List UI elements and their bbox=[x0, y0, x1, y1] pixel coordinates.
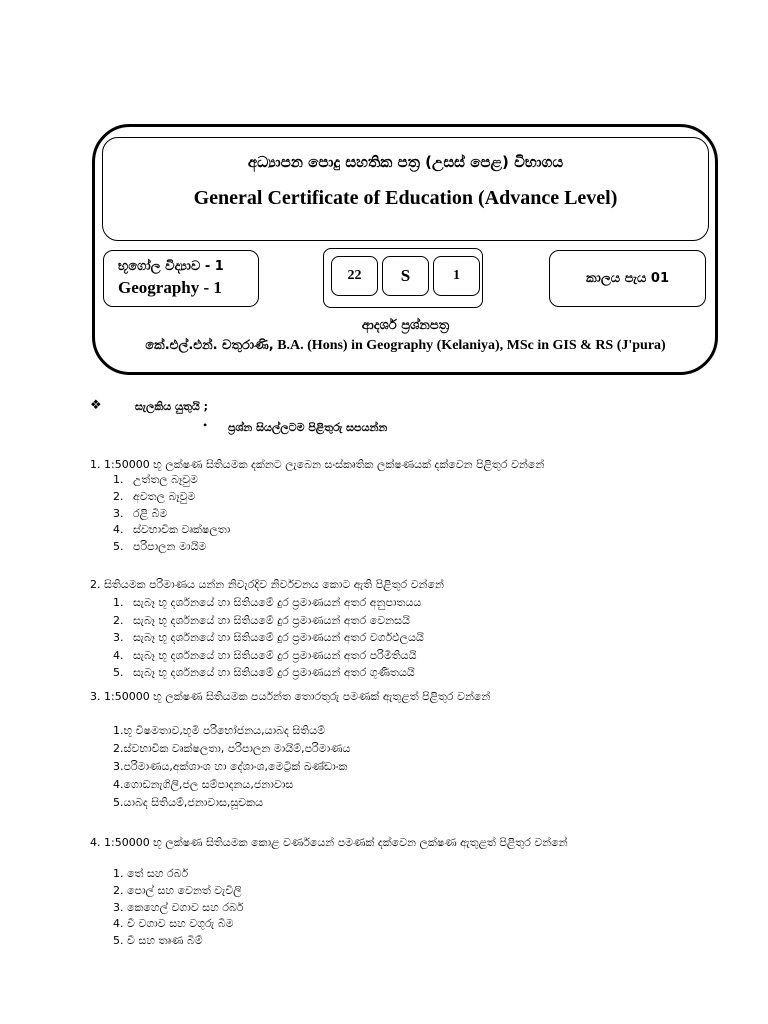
author-qualifications: B.A. (Hons) in Geography (Kelaniya), MSc in GIS & RS (J'pura) bbox=[273, 338, 666, 353]
paper-code-cell: 22 bbox=[331, 256, 378, 296]
option-item: 3.පරිමාණය,අක්ශාංශ හා දේශාංශ,මෙට්‍රික් ඛණ්ඩාංක bbox=[113, 760, 348, 773]
question-1: 1. 1:50000 භූ ලක්ෂණ සිතියමක දක්නට ලැබෙන සංස්කෘතික ලක්ෂණයක් දක්වෙන පිළිතුර වන්නේ bbox=[90, 458, 545, 471]
question-3: 3. 1:50000 භූ ලක්ෂණ සිතියමක පර්යන්ත තොරතුරු පමණක් ඇතුළත් පිළිතුර වන්නේ bbox=[90, 690, 491, 703]
option-item: 5.යාබද සිතියම්,ජනාවාස,සූචකය bbox=[113, 796, 264, 809]
option-item: 4. වී වගාව සහ වගුරු බිම bbox=[113, 917, 234, 931]
option-item: 3. රළි බිම bbox=[113, 506, 168, 520]
paper-code-cell: S bbox=[382, 256, 429, 296]
option-item: 4.ගොඩනැගිලි,ජල සම්පාදනය,ජනාවාස bbox=[113, 778, 294, 791]
option-item: 2. අවතල බෑවුම bbox=[113, 489, 196, 503]
question-1-options bbox=[113, 472, 230, 556]
option-item: 4. සැබෑ භූ දර්ශනයේ හා සිතියමේ දුර ප්‍රමාණයන් අතර පරිමිතියයි bbox=[113, 648, 417, 662]
time-label: කාලය පැය 01 bbox=[585, 271, 670, 286]
option-item: 2. සැබෑ භූ දර්ශනයේ හා සිතියමේ දුර ප්‍රමාණයන් අතර වෙනසයි bbox=[113, 613, 410, 627]
option-item: 4. ස්වභාවික වෘක්ෂලතා bbox=[113, 523, 231, 537]
option-item: 1.භූ විෂමතාව,භූමි පරිභෝජනය,යාබද සිතියම් bbox=[113, 724, 326, 737]
question-4: 4. 1:50000 භූ ලක්ෂණ සිතියමක කොළ වර්ණයෙන් පමණක් දක්වෙන ලක්ෂණ ඇතුළත් පිළිතුර වන්නේ bbox=[90, 836, 568, 849]
note-instruction: ප්‍රශ්න සියල්ලටම පිළිතුරු සපයන්න bbox=[228, 421, 388, 434]
exam-title-sinhala: අධ්‍යාපන පොදු සහතික පත්‍ර (උසස් පෙළ) විභාගය bbox=[247, 153, 564, 171]
author-line bbox=[102, 338, 709, 354]
option-item: 1. සැබෑ භූ දර්ශනයේ හා සිතියමේ දුර ප්‍රමාණයන් අතර අනුපාතයය bbox=[113, 596, 422, 609]
question-3-options bbox=[113, 722, 350, 812]
bullet-icon: • bbox=[203, 418, 208, 432]
option-item: 5. සැබෑ භූ දර්ශනයේ හා සිතියමේ දුර ප්‍රමාණයන් අතර ගුණිතයයි bbox=[113, 666, 415, 680]
paper-type: ආදර්ශ ප්‍රශ්නපත්‍ර bbox=[361, 318, 450, 333]
option-item: 5. වී සහ තෘණ බිම් bbox=[113, 934, 203, 948]
question-4-options bbox=[113, 866, 243, 950]
time-box bbox=[549, 250, 706, 307]
option-item: 3. සැබෑ භූ දර්ශනයේ හා සිතියමේ දුර ප්‍රමාණයන් අතර වර්ගඵලයයි bbox=[113, 631, 424, 645]
option-item: 3. කෙහෙල් වගාව සහ රබර් bbox=[113, 900, 244, 914]
question-2: 2. සිතියමක පරිමාණය යන්න නිවැරදිව නිර්වචනය කොට ඇති පිළිතුර වන්නේ bbox=[90, 578, 444, 591]
note-heading: සැලකිය යුතුයි ; bbox=[135, 400, 209, 413]
option-item: 1. උත්තල බෑවුම bbox=[113, 473, 198, 486]
subject-sinhala: භූගෝල විද්‍යාව - 1 bbox=[118, 259, 224, 274]
option-item: 2. පොල් සහ වෙනත් වැවිලි bbox=[113, 883, 242, 897]
option-item: 2.ස්වභාවික වෘක්ෂලතා, පරිපාලන මායිම්,පරිමාණය bbox=[113, 742, 351, 755]
exam-title-english: General Certificate of Education (Advance Level) bbox=[193, 187, 618, 209]
subject-english: Geography - 1 bbox=[118, 278, 222, 297]
diamond-bullet-icon: ❖ bbox=[90, 398, 102, 413]
author-name: කේ.එල්.එන්. චතුරාණි, bbox=[145, 338, 274, 353]
question-2-options bbox=[113, 594, 424, 682]
option-item: 1. තේ සහ රබර් bbox=[113, 867, 189, 880]
paper-code-cell: 1 bbox=[433, 256, 480, 296]
option-item: 5. පරිපාලන මායිම bbox=[113, 540, 207, 554]
